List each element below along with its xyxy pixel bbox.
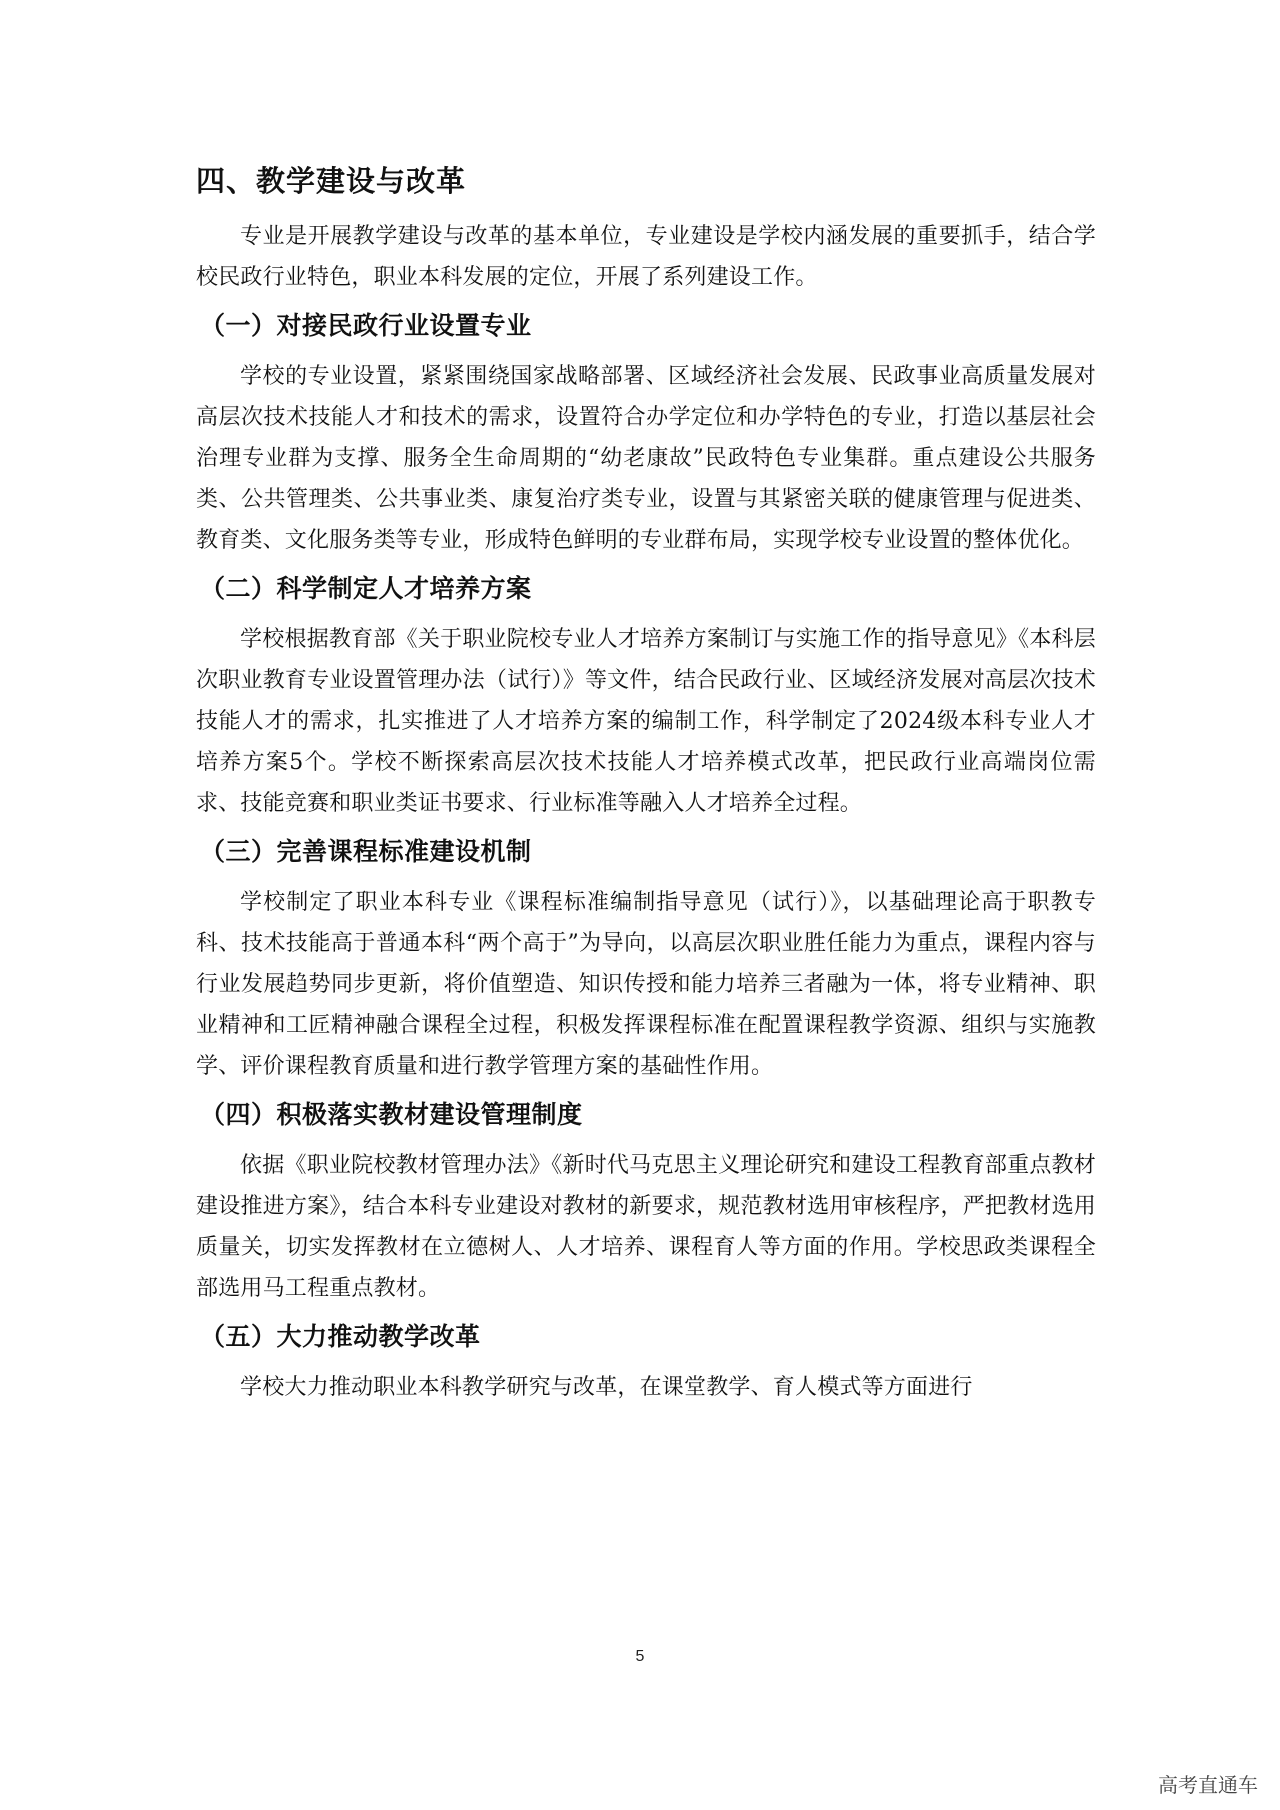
- subsection-body-5: 学校大力推动职业本科教学研究与改革，在课堂教学、育人模式等方面进行: [240, 1375, 973, 1400]
- subsection-title-1: （一）对接民政行业设置专业: [200, 311, 532, 340]
- subsection-body-4: 依据《职业院校教材管理办法》《新时代马克思主义理论研究和建设工程教育部重点教材建设推进方案》，结合本科专业建设对教材的新要求，规范教材选用审核程序，严把教材选用质量关，切实发挥教材在立德树人、人才培养、课程育人等方面的作用。学校思政类课程全部选用马工程重点教材。: [196, 1153, 1096, 1301]
- page-number: 5: [635, 1648, 645, 1665]
- subsection-title-5: （五）大力推动教学改革: [200, 1322, 481, 1351]
- document-page: [196, 160, 1096, 1412]
- watermark-text: 高考直通车: [1158, 1773, 1258, 1797]
- intro-paragraph: 专业是开展教学建设与改革的基本单位，专业建设是学校内涵发展的重要抓手，结合学校民政行业特色，职业本科发展的定位，开展了系列建设工作。: [196, 224, 1096, 290]
- subsection-body-1: 学校的专业设置，紧紧围绕国家战略部署、区域经济社会发展、民政事业高质量发展对高层次技术技能人才和技术的需求，设置符合办学定位和办学特色的专业，打造以基层社会治理专业群为支撑、服务全生命周期的“幼老康故”民政特色专业集群。重点建设公共服务类、公共管理类、公共事业类、康复治疗类专业，设置与其紧密关联的健康管理与促进类、教育类、文化服务类等专业，形成特色鲜明的专业群布局，实现学校专业设置的整体优化。: [196, 364, 1096, 553]
- subsection-body-2: 学校根据教育部《关于职业院校专业人才培养方案制订与实施工作的指导意见》《本科层次职业教育专业设置管理办法（试行）》等文件，结合民政行业、区域经济发展对高层次技术技能人才的需求，扎实推进了人才培养方案的编制工作，科学制定了2024级本科专业人才培养方案5个。学校不断探索高层次技术技能人才培养模式改革，把民政行业高端岗位需求、技能竞赛和职业类证书要求、行业标准等融入人才培养全过程。: [196, 627, 1096, 816]
- subsection-body-3: 学校制定了职业本科专业《课程标准编制指导意见（试行）》，以基础理论高于职教专科、技术技能高于普通本科“两个高于”为导向，以高层次职业胜任能力为重点，课程内容与行业发展趋势同步更新，将价值塑造、知识传授和能力培养三者融为一体，将专业精神、职业精神和工匠精神融合课程全过程，积极发挥课程标准在配置课程教学资源、组织与实施教学、评价课程教育质量和进行教学管理方案的基础性作用。: [196, 890, 1096, 1079]
- subsection-title-4: （四）积极落实教材建设管理制度: [200, 1100, 583, 1129]
- section-heading: 四、教学建设与改革: [196, 164, 467, 198]
- subsection-title-3: （三）完善课程标准建设机制: [200, 837, 532, 866]
- subsection-title-2: （二）科学制定人才培养方案: [200, 574, 532, 603]
